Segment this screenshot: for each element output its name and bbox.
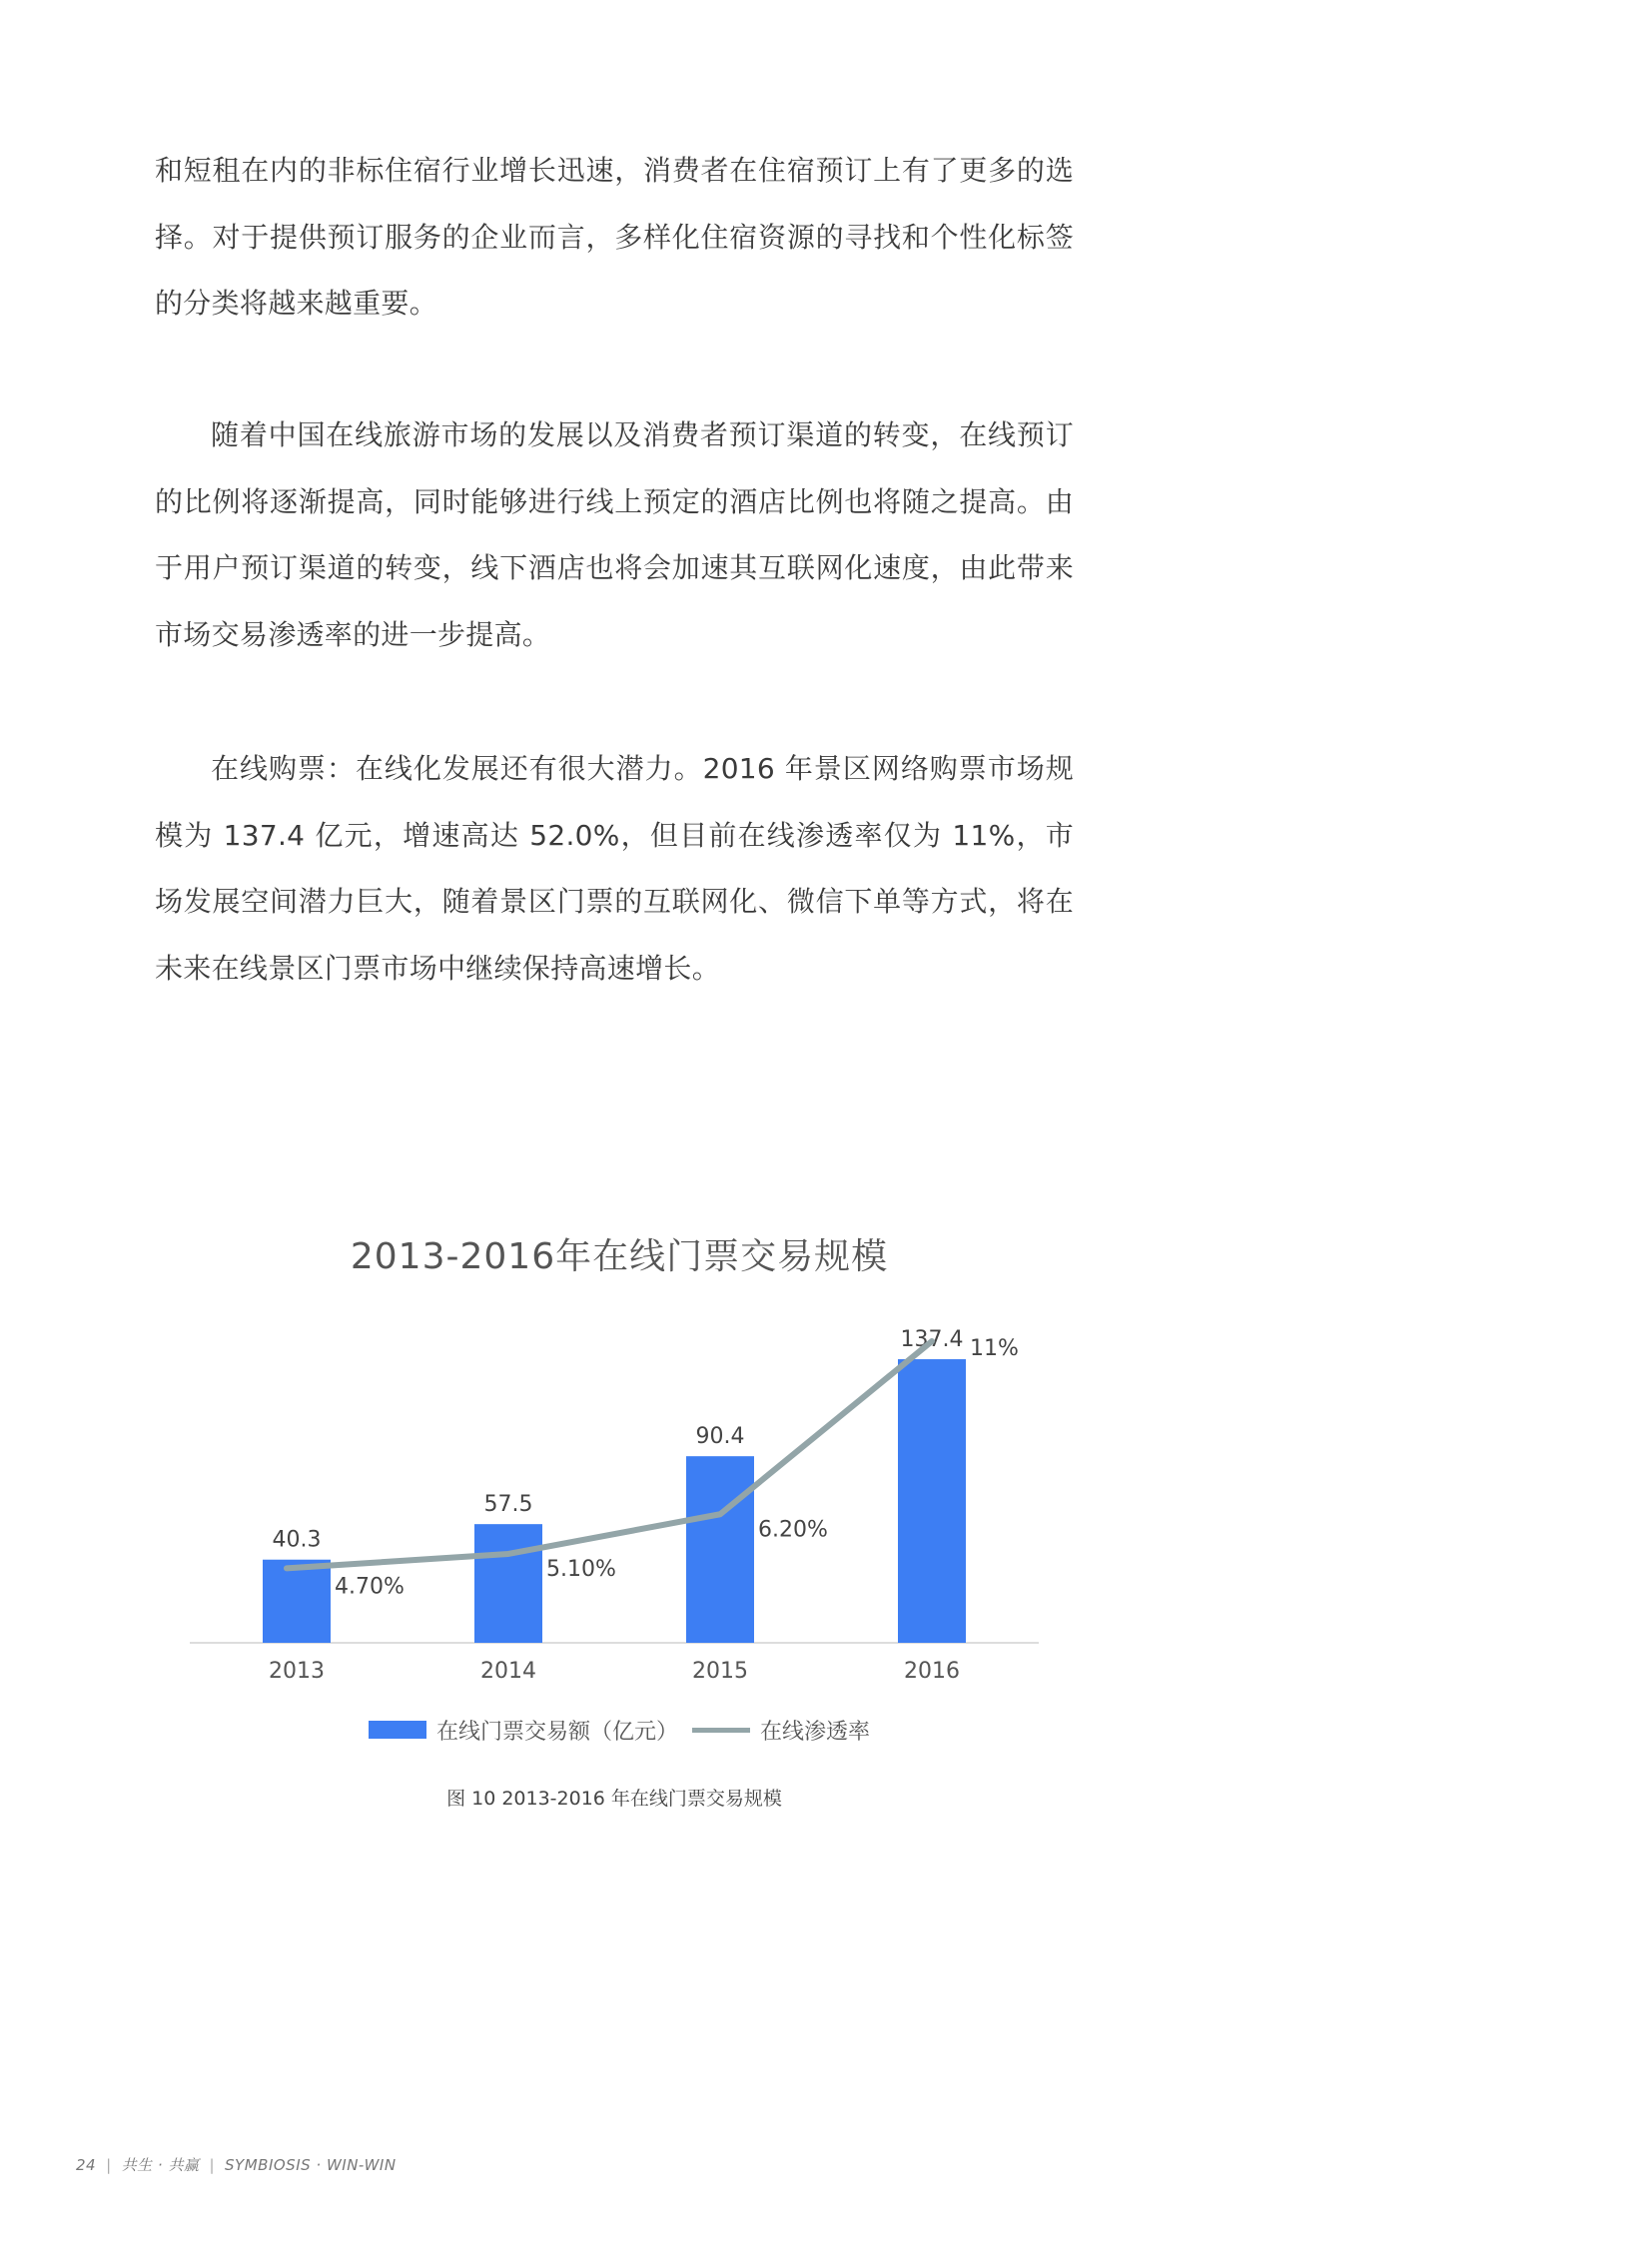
legend-bar-label: 在线门票交易额（亿元）	[435, 1719, 678, 1745]
bar-label-2015: 90.4	[695, 1424, 745, 1450]
chart-legend	[180, 1713, 1059, 1747]
legend-bar-swatch	[369, 1721, 426, 1739]
x-tick-2015: 2015	[692, 1659, 748, 1684]
penetration-line	[287, 1341, 932, 1568]
bar-label-2016: 137.4	[900, 1327, 964, 1353]
chart-title: 2013-2016年在线门票交易规模	[350, 1236, 889, 1277]
line-label-2015: 6.20%	[758, 1517, 828, 1543]
paragraph-2: 随着中国在线旅游市场的发展以及消费者预订渠道的转变，在线预订的比例将逐渐提高，同时能够进行线上预定的酒店比例也将随之提高。由于用户预订渠道的转变，线下酒店也将会加速其互联网化速度，由此带来市场交易渗透率的进一步提高。	[155, 418, 1074, 651]
footer-en-text: SYMBIOSIS · WIN-WIN	[225, 2156, 397, 2174]
ticket-transaction-chart	[180, 1208, 1059, 1778]
x-tick-2016: 2016	[904, 1659, 960, 1684]
bar-2014	[474, 1524, 542, 1643]
x-tick-2014: 2014	[480, 1659, 536, 1684]
line-label-2013: 4.70%	[335, 1574, 405, 1600]
bar-2016	[898, 1359, 966, 1643]
chart-plot	[180, 1208, 1059, 1708]
line-label-2014: 5.10%	[546, 1556, 616, 1582]
page-footer: 24 | 共生 · 共赢 | SYMBIOSIS · WIN-WIN	[76, 2156, 397, 2174]
line-label-2016: 11%	[970, 1336, 1019, 1362]
figure-caption: 图 10 2013-2016 年在线门票交易规模	[446, 1788, 782, 1810]
footer-cn-text: 共生 · 共赢	[121, 2156, 200, 2174]
bar-2015	[686, 1456, 754, 1643]
bar-label-2014: 57.5	[483, 1492, 533, 1518]
bar-label-2013: 40.3	[272, 1527, 322, 1553]
x-tick-2013: 2013	[269, 1659, 325, 1684]
page-number: 24	[76, 2156, 97, 2174]
bar-2013	[263, 1560, 331, 1643]
legend-line-swatch	[692, 1728, 750, 1733]
paragraph-1: 和短租在内的非标住宿行业增长迅速，消费者在住宿预订上有了更多的选择。对于提供预订服务的企业而言，多样化住宿资源的寻找和个性化标签的分类将越来越重要。	[155, 154, 1074, 321]
legend-line-label: 在线渗透率	[760, 1719, 871, 1745]
paragraph-3: 在线购票：在线化发展还有很大潜力。2016 年景区网络购票市场规模为 137.4 亿元，增速高达 52.0%，但目前在线渗透率仅为 11%，市场发展空间潜力巨大，随着景区门票的互联网化、微信下单等方式，将在未来在线景区门票市场中继续保持高速增长。	[155, 752, 1074, 985]
